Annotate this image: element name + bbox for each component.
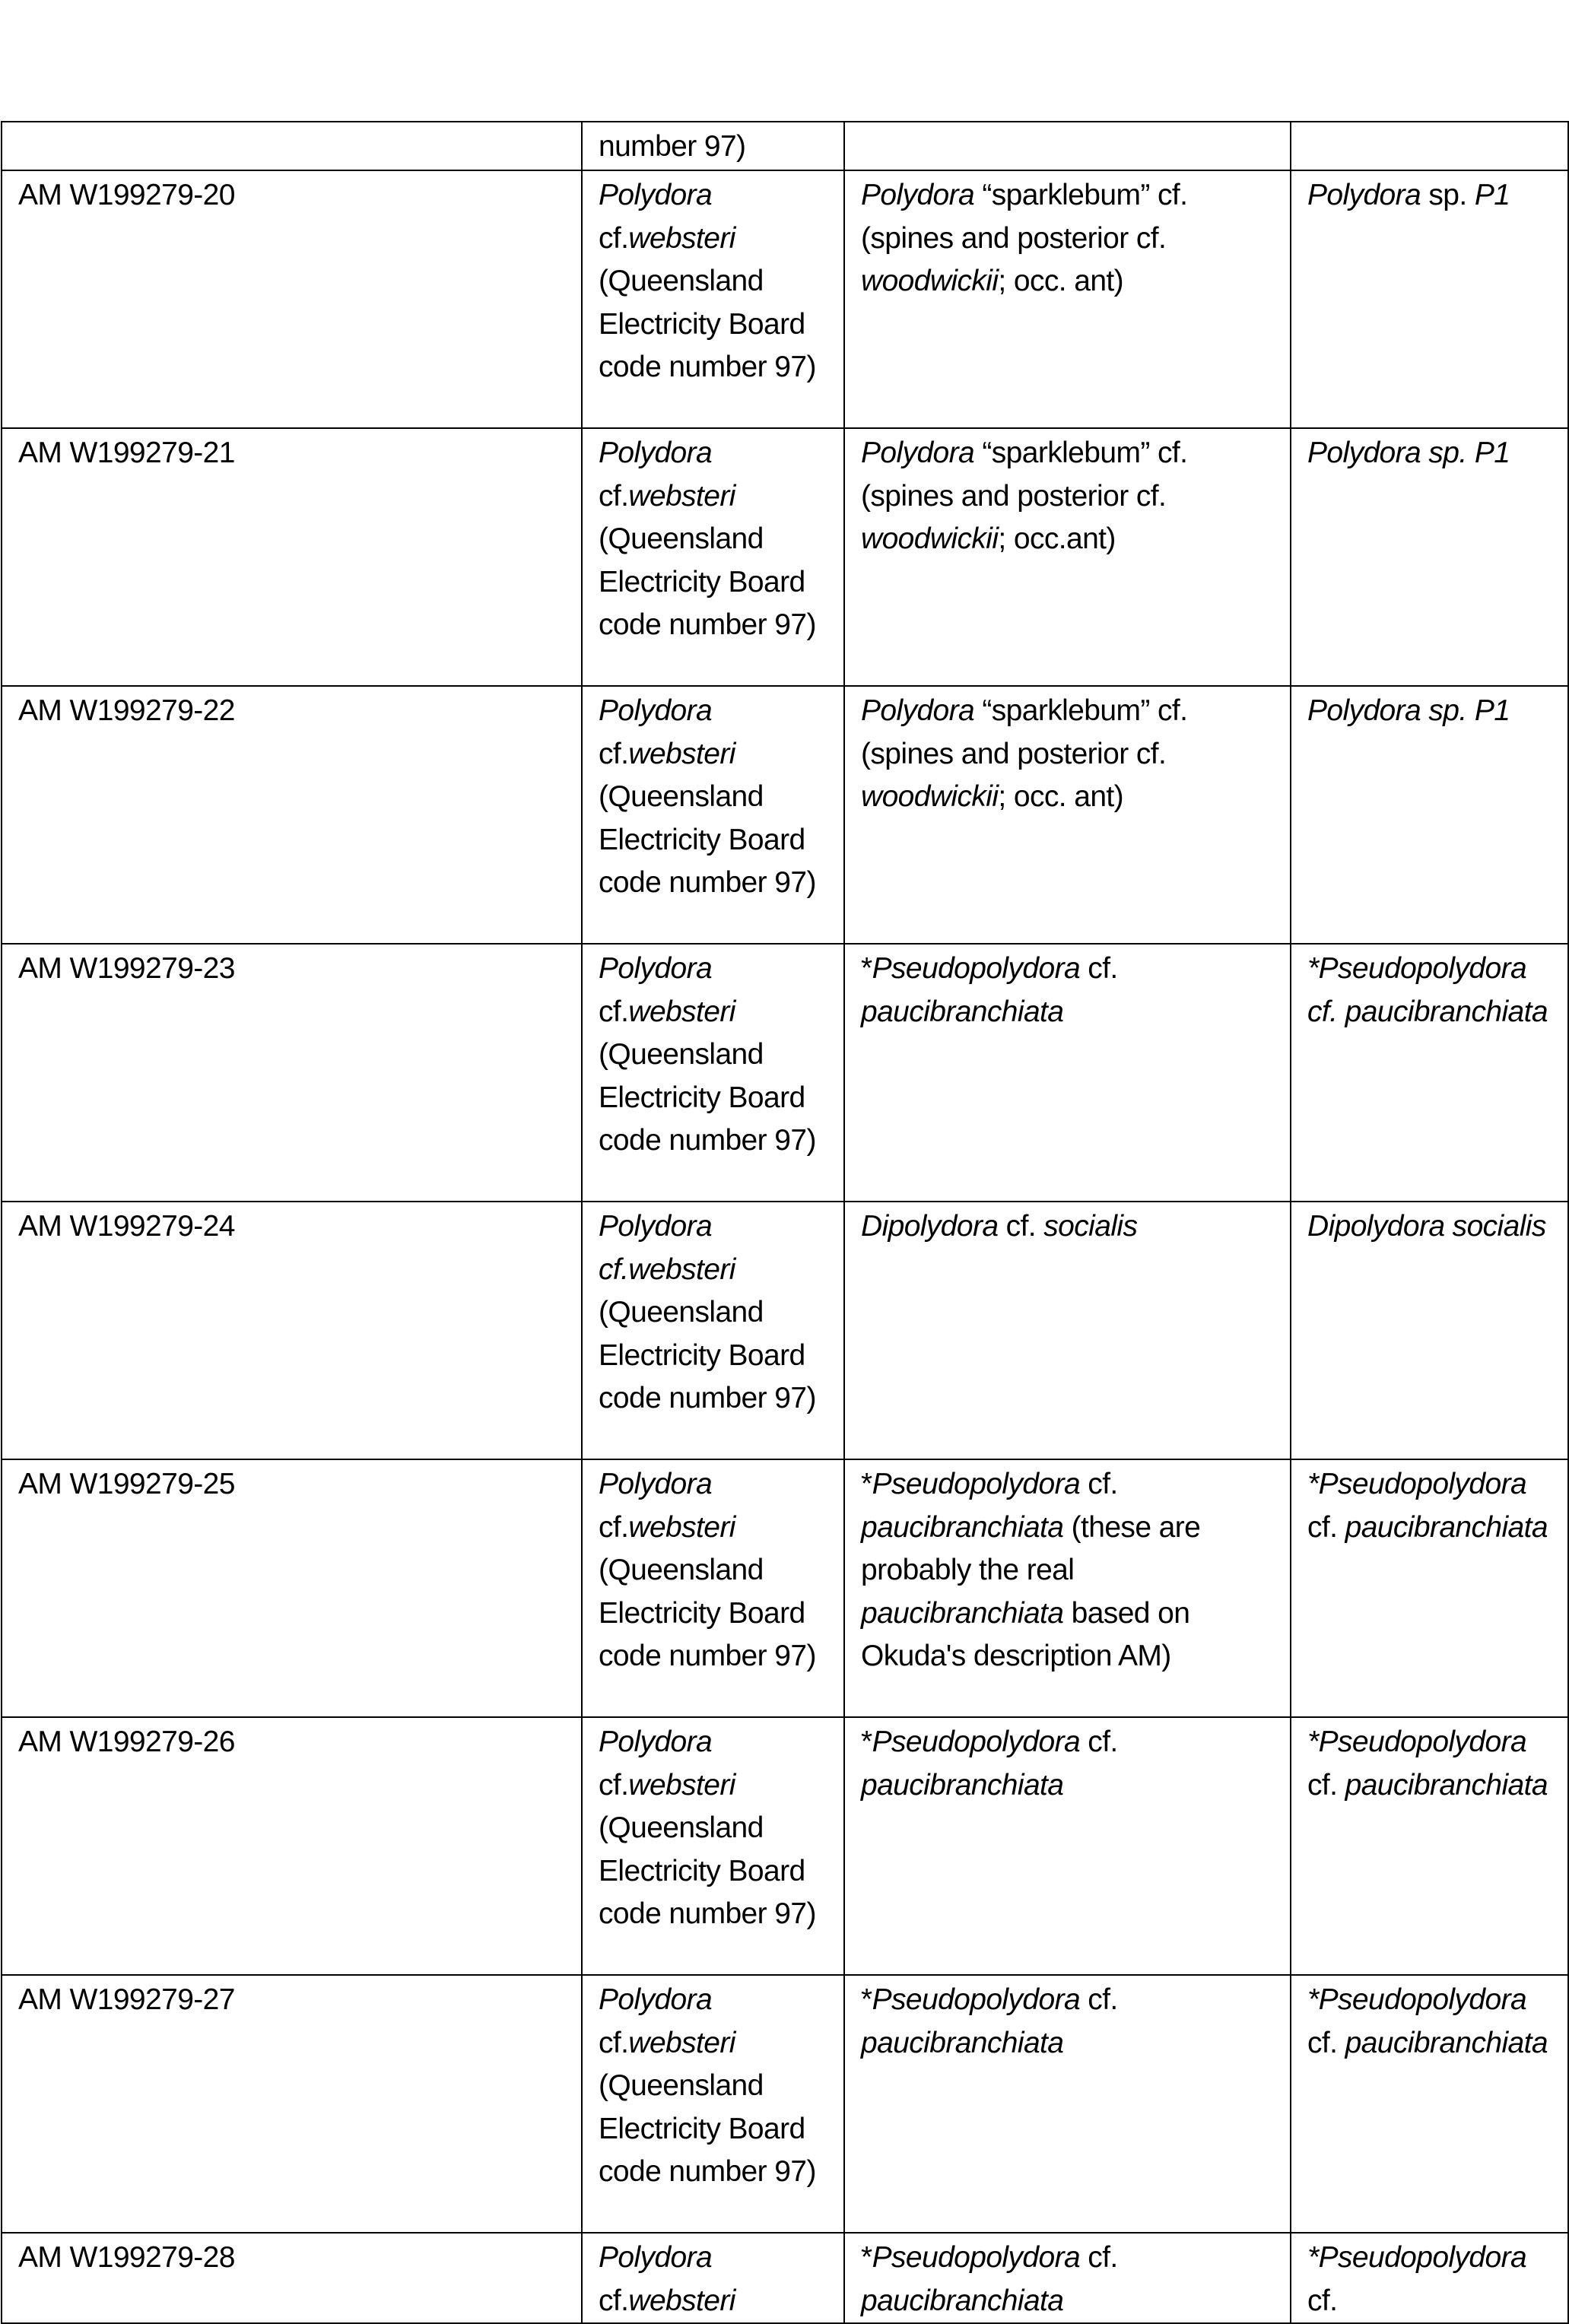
text-run: cf. xyxy=(599,1510,629,1544)
italic-text-run: websteri xyxy=(628,479,735,513)
cell-specimen: AM W199279-20 xyxy=(2,170,582,428)
table-row xyxy=(2,1202,1568,1459)
text-run: cf. xyxy=(1080,952,1118,985)
italic-text-run: Polydora xyxy=(599,179,713,211)
italic-text-run: woodwickii xyxy=(861,265,999,297)
cell-notes xyxy=(844,686,1291,944)
text-run: * xyxy=(861,1726,872,1758)
text-run: “sparklebum” cf. (spines and posterior cf. xyxy=(861,437,1188,513)
cell-specimen: AM W199279-23 xyxy=(2,944,582,1202)
cell-specimen xyxy=(2,122,582,170)
text-run: (Queensland Electricity Board code number 97) xyxy=(599,522,816,641)
text-run: cf. xyxy=(998,1210,1044,1243)
text-run: ; occ. ant) xyxy=(998,780,1124,813)
cell-specimen: AM W199279-26 xyxy=(2,1717,582,1975)
cell-final-id xyxy=(1291,2233,1568,2323)
italic-text-run: Polydora xyxy=(861,694,975,727)
cell-specimen: AM W199279-27 xyxy=(2,1975,582,2233)
table-row xyxy=(2,944,1568,1202)
text-run: cf. xyxy=(1080,2241,1118,2274)
italic-text-run: paucibranchiata xyxy=(1345,2026,1548,2059)
text-run: cf. xyxy=(1080,1726,1118,1758)
table-row-continuation xyxy=(2,122,1568,170)
italic-text-run: paucibranchiata xyxy=(861,1510,1064,1544)
italic-text-run: woodwickii xyxy=(861,780,999,813)
italic-text-run: paucibranchiata xyxy=(861,2284,1064,2317)
cell-final-id xyxy=(1291,170,1568,428)
cell-original-id xyxy=(582,1202,844,1459)
italic-text-run: Polydora xyxy=(599,1210,713,1243)
italic-text-run: Polydora xyxy=(599,1983,713,2016)
cell-final-id xyxy=(1291,1975,1568,2233)
italic-text-run: woodwickii xyxy=(861,522,999,555)
cell-original-id xyxy=(582,1975,844,2233)
text-run: “sparklebum” cf. (spines and posterior cf. xyxy=(861,694,1188,770)
text-run: cf. xyxy=(599,2284,629,2317)
text-run: cf. xyxy=(1080,1983,1118,2016)
cell-notes xyxy=(844,1459,1291,1717)
italic-text-run: Dipolydora socialis xyxy=(1307,1210,1546,1243)
text-run: (Queensland Electricity Board code number 97) xyxy=(599,2069,816,2188)
text-run: ; occ. ant) xyxy=(998,265,1124,297)
italic-text-run: Polydora xyxy=(599,1468,713,1500)
cell-final-id xyxy=(1291,428,1568,686)
italic-text-run: Polydora xyxy=(861,179,975,211)
text-run: cf. xyxy=(599,737,629,770)
text-run: (Queensland Electricity Board code number 97) xyxy=(599,265,816,383)
text-run: number 97) xyxy=(599,130,746,163)
cell-notes xyxy=(844,122,1291,170)
italic-text-run: Polydora xyxy=(861,437,975,469)
italic-text-run: websteri xyxy=(628,2284,735,2317)
cell-specimen: AM W199279-22 xyxy=(2,686,582,944)
text-run: cf. xyxy=(599,995,629,1028)
cell-specimen: AM W199279-25 xyxy=(2,1459,582,1717)
italic-text-run: Dipolydora xyxy=(861,1210,999,1243)
italic-text-run: Polydora xyxy=(599,694,713,727)
italic-text-run: websteri xyxy=(628,221,735,255)
italic-text-run: Pseudopolydora xyxy=(872,2241,1081,2274)
italic-text-run: websteri xyxy=(628,1510,735,1544)
cell-original-id xyxy=(582,2233,844,2323)
cell-final-id xyxy=(1291,1717,1568,1975)
cell-notes xyxy=(844,944,1291,1202)
italic-text-run: paucibranchiata xyxy=(861,995,1064,1028)
text-run: cf. xyxy=(1307,1768,1345,1802)
italic-text-run: Polydora sp. P1 xyxy=(1307,437,1510,469)
specimen-table xyxy=(1,121,1569,2324)
cell-original-id xyxy=(582,686,844,944)
italic-text-run: *Pseudopolydora xyxy=(1307,1983,1527,2016)
text-run: (Queensland Electricity Board code number 97) xyxy=(599,1296,816,1414)
text-run: cf. xyxy=(1307,2026,1345,2059)
italic-text-run: paucibranchiata xyxy=(1345,1768,1548,1802)
italic-text-run: paucibranchiata xyxy=(861,1596,1064,1630)
italic-text-run: websteri xyxy=(628,995,735,1028)
text-run: “sparklebum” cf. (spines and posterior cf. xyxy=(861,179,1188,255)
italic-text-run: websteri xyxy=(628,737,735,770)
text-run: (these are probably the real xyxy=(861,1510,1201,1586)
italic-text-run: P1 xyxy=(1474,179,1510,211)
cell-notes xyxy=(844,1975,1291,2233)
text-run: based on Okuda's description AM) xyxy=(861,1596,1190,1672)
cell-specimen: AM W199279-24 xyxy=(2,1202,582,1459)
cell-original-id xyxy=(582,944,844,1202)
text-run: cf. xyxy=(1307,2284,1338,2317)
text-run: cf. xyxy=(599,479,629,513)
cell-original-id xyxy=(582,428,844,686)
cell-final-id xyxy=(1291,1202,1568,1459)
italic-text-run: cf.websteri xyxy=(599,1252,735,1286)
cell-notes xyxy=(844,2233,1291,2323)
cell-notes xyxy=(844,1202,1291,1459)
text-run: * xyxy=(861,1983,872,2016)
italic-text-run: paucibranchiata xyxy=(1345,1510,1548,1544)
text-run: (Queensland Electricity Board code number 97) xyxy=(599,1811,816,1930)
cell-specimen: AM W199279-21 xyxy=(2,428,582,686)
specimen-table-body xyxy=(2,122,1568,2323)
text-run: ; occ.ant) xyxy=(998,522,1116,555)
text-run: (Queensland Electricity Board code number 97) xyxy=(599,1554,816,1672)
italic-text-run: paucibranchiata xyxy=(861,1768,1064,1802)
italic-text-run: *Pseudopolydora cf. paucibranchiata xyxy=(1307,952,1548,1028)
cell-original-id xyxy=(582,170,844,428)
italic-text-run: Polydora xyxy=(599,2241,713,2274)
italic-text-run: Pseudopolydora xyxy=(872,952,1081,985)
cell-notes xyxy=(844,170,1291,428)
italic-text-run: Polydora xyxy=(599,952,713,985)
italic-text-run: *Pseudopolydora xyxy=(1307,1468,1527,1500)
cell-notes xyxy=(844,428,1291,686)
cell-original-id xyxy=(582,1459,844,1717)
italic-text-run: Pseudopolydora xyxy=(872,1726,1081,1758)
italic-text-run: *Pseudopolydora xyxy=(1307,2241,1527,2274)
text-run: cf. xyxy=(1080,1468,1118,1500)
italic-text-run: websteri xyxy=(628,1768,735,1802)
cell-notes xyxy=(844,1717,1291,1975)
text-run: * xyxy=(861,952,872,985)
table-row xyxy=(2,2233,1568,2323)
cell-final-id xyxy=(1291,122,1568,170)
table-row xyxy=(2,1717,1568,1975)
text-run: (Queensland Electricity Board code number 97) xyxy=(599,1038,816,1157)
text-run: cf. xyxy=(599,1768,629,1802)
text-run: * xyxy=(861,2241,872,2274)
cell-original-id xyxy=(582,122,844,170)
cell-final-id xyxy=(1291,944,1568,1202)
cell-specimen: AM W199279-28 xyxy=(2,2233,582,2323)
italic-text-run: Pseudopolydora xyxy=(872,1468,1081,1500)
table-row xyxy=(2,1975,1568,2233)
cell-final-id xyxy=(1291,1459,1568,1717)
table-row xyxy=(2,428,1568,686)
text-run: sp. xyxy=(1421,179,1475,211)
italic-text-run: paucibranchiata xyxy=(861,2026,1064,2059)
cell-final-id xyxy=(1291,686,1568,944)
text-run: cf. xyxy=(599,221,629,255)
text-run: * xyxy=(861,1468,872,1500)
table-row xyxy=(2,1459,1568,1717)
italic-text-run: Polydora xyxy=(599,437,713,469)
italic-text-run: *Pseudopolydora xyxy=(1307,1726,1527,1758)
table-row xyxy=(2,686,1568,944)
text-run: cf. xyxy=(599,2026,629,2059)
italic-text-run: Pseudopolydora xyxy=(872,1983,1081,2016)
table-row xyxy=(2,170,1568,428)
italic-text-run: Polydora xyxy=(599,1726,713,1758)
text-run: cf. xyxy=(1307,1510,1345,1544)
cell-original-id xyxy=(582,1717,844,1975)
italic-text-run: Polydora sp. P1 xyxy=(1307,694,1510,727)
italic-text-run: socialis xyxy=(1043,1210,1138,1243)
italic-text-run: Polydora xyxy=(1307,179,1421,211)
text-run: (Queensland Electricity Board code number 97) xyxy=(599,780,816,899)
italic-text-run: websteri xyxy=(628,2026,735,2059)
